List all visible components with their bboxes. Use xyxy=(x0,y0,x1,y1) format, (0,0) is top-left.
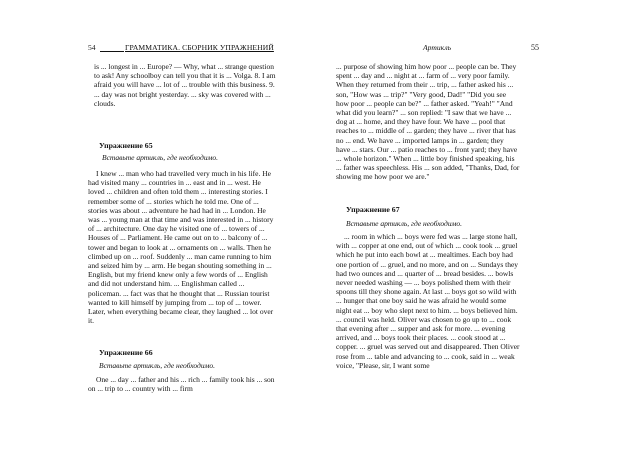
page-number-right: 55 xyxy=(531,43,539,52)
text-line: and did not understand him. ... Englishman called ... xyxy=(88,279,245,289)
exercise-heading: Упражнение 66 xyxy=(99,348,153,357)
text-line: loved ... children and often told them ... interesting stories. I xyxy=(88,187,268,197)
book-title: ГРАММАТИКА. СБОРНИК УПРАЖНЕНИЙ xyxy=(125,43,274,52)
text-line: When they returned from their ... trip, ... father asked his ... xyxy=(336,80,514,90)
text-line: clouds. xyxy=(94,98,116,108)
exercise-67-text xyxy=(336,232,589,370)
exercise-65-heading xyxy=(99,141,315,150)
text-line: Later, when everything became clear, they laughed ... lot over xyxy=(88,307,274,317)
text-line: stories was about ... adventure he had had in ... London. He xyxy=(88,205,266,215)
text-line: dog at ... home, and they have four. We have ... pool that xyxy=(336,117,506,127)
text-line: climbed up on ... roof. Suddenly ... man came running to him xyxy=(88,251,272,261)
text-line: son, "How was ... trip?" "Very good, Dad!" "Did you see xyxy=(336,89,507,99)
text-line: have ... stars. Our ... patio reaches to ... front yard; they have xyxy=(336,144,518,154)
text-line: policeman. ... fact was that he thought that ... Russian tourist xyxy=(88,288,270,298)
text-line: ... purpose of showing him how poor ... people can be. They xyxy=(336,62,517,71)
text-line: never needed washing — ... boys polished them with their xyxy=(336,278,511,288)
text-line: remember some of ... stories which he told me. One of ... xyxy=(88,196,259,206)
text-line: was ... young man at that time and was interested in ... history xyxy=(88,215,274,225)
text-line: rose from ... table and advancing to ... cook, said in ... weak xyxy=(336,351,515,361)
text-line: ... day was not bright yesterday. ... sky was covered with ... xyxy=(94,89,271,99)
exercise-66-heading xyxy=(99,348,315,357)
text-line: ... whole horizon." When ... little boy finished speaking, his xyxy=(336,154,515,164)
exercise-heading: Упражнение 67 xyxy=(346,205,400,214)
text-line: that evening after ... supper and ask for more. ... evening xyxy=(336,324,506,334)
running-title: Артикль xyxy=(423,43,452,52)
right-block-1 xyxy=(336,62,589,182)
text-line: is ... longest in ... Europe? — Why, what ... strange question xyxy=(94,62,274,71)
text-line: I knew ... man who had travelled very much in his life. He xyxy=(96,169,271,178)
exercise-65-text xyxy=(88,169,304,325)
text-line: had visited many ... countries in ... east and in ... west. He xyxy=(88,178,261,188)
exercise-instruction: Вставьте артикль, где необходимо. xyxy=(99,361,216,370)
text-line: English, but my friend knew only a few words of ... English xyxy=(88,270,268,280)
text-line: One ... day ... father and his ... rich ... family took his ... son xyxy=(96,375,275,384)
text-line: reaches to ... middle of ... garden; they have ... river that has xyxy=(336,126,516,136)
text-line: it. xyxy=(88,316,95,326)
right-page xyxy=(319,0,638,451)
text-line: wanted to kill himself by jumping from ... top of ... tower. xyxy=(88,297,262,307)
exercise-instruction: Вставьте артикль, где необходимо. xyxy=(102,153,219,162)
text-line: arrived, and ... boys took their places. ... cook stood at ... xyxy=(336,333,506,343)
text-line: what did you learn?" ... son replied: "I saw that we have ... xyxy=(336,108,512,118)
text-line: tower and began to look at ... ornaments on ... walls. Then he xyxy=(88,242,271,252)
text-line: ... room in which ... boys were fed was ... large stone hall, xyxy=(344,232,518,241)
text-line: on ... trip to ... country with ... firm xyxy=(88,384,193,394)
page-number-left: 54 xyxy=(88,43,96,52)
header-rule xyxy=(100,51,124,52)
text-line: night eat ... boy who slept next to him. ... boys believed him. xyxy=(336,305,518,315)
text-line: ... hunger that one boy said he was afraid he would some xyxy=(336,296,507,306)
text-line: copper. ... gruel was served out and disappeared. Then Oliver xyxy=(336,342,520,352)
text-line: no ... end. We have ... imported lamps in ... garden; they xyxy=(336,135,504,145)
text-line: had two ounces and ... quarter of ... bread besides. ... bowls xyxy=(336,268,514,278)
text-line: ... father was speechless. His ... son added, "Thanks, Dad, for xyxy=(336,163,520,173)
exercise-66-instruction xyxy=(99,361,315,370)
text-line: and seized him by ... arm. He began shouting something in ... xyxy=(88,261,272,271)
exercise-67-instruction xyxy=(346,219,599,228)
text-line: spent ... day and ... night at ... farm of ... very poor family. xyxy=(336,71,510,81)
text-line: showing me how poor we are." xyxy=(336,172,430,182)
text-line: ... council was held. Oliver was chosen to go up to ... cook xyxy=(336,314,512,324)
text-line: with ... copper at one end, out of which ... cook took ... gruel xyxy=(336,241,518,251)
text-line: spoons till they shone again. At last ... boys got so wild with xyxy=(336,287,517,297)
left-block-1 xyxy=(88,62,310,108)
exercise-65-instruction xyxy=(102,153,318,162)
exercise-heading: Упражнение 65 xyxy=(99,141,153,150)
text-line: to ask! Any schoolboy can tell you that it is ... Volga. 8. I am xyxy=(94,71,276,81)
text-line: Houses of ... Parliament. He came out on to ... balcony of ... xyxy=(88,233,268,243)
exercise-67-heading xyxy=(346,205,599,214)
text-line: of ... architecture. One day he visited one of ... towers of ... xyxy=(88,224,265,234)
exercise-instruction: Вставьте артикль, где необходимо. xyxy=(346,219,463,228)
text-line: which he put into each bowl at ... mealtimes. Each boy had xyxy=(336,250,513,260)
text-line: one portion of ... gruel, and no more, and on ... Sundays they xyxy=(336,259,519,269)
text-line: how poor ... people can be?" ... father asked. "Yeah!" "And xyxy=(336,98,513,108)
text-line: afraid you will have ... lot of ... trouble with this business. 9. xyxy=(94,80,275,90)
text-line: voice, "Please, sir, I want some xyxy=(336,360,430,370)
exercise-66-text xyxy=(88,375,304,393)
